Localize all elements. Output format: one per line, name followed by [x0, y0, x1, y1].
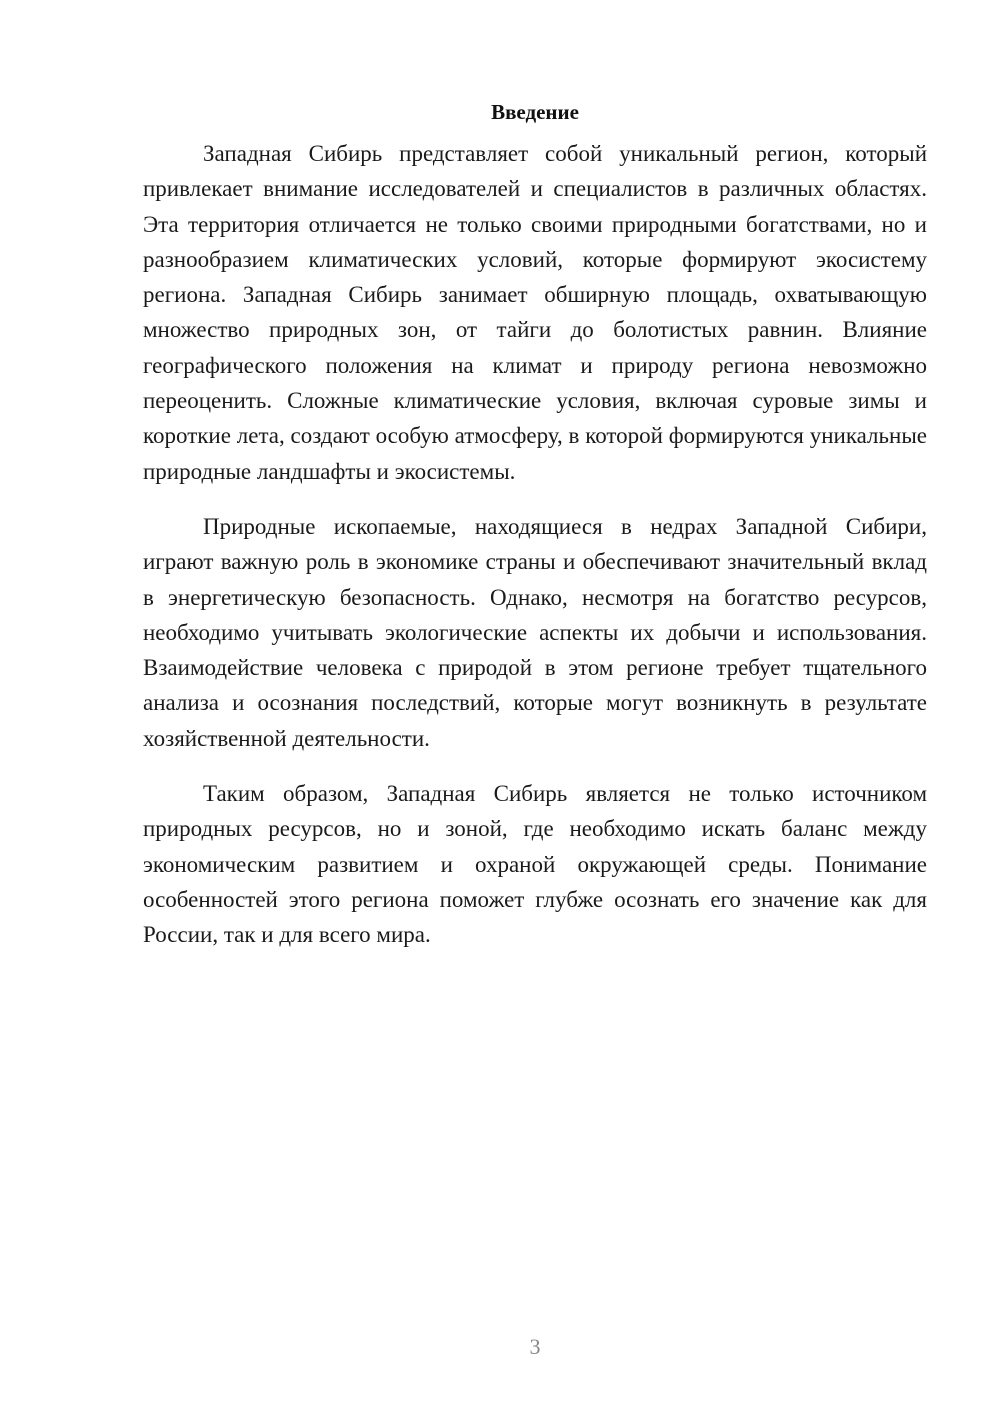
paragraph-3: Таким образом, Западная Сибирь является не только источником природных ресурсов, но и зоной, где необходимо искать баланс между экономическим развитием и охраной окружающей среды. Понимание особенностей этого региона поможет глубже осознать его значение как для России, так и для всего мира.: [143, 781, 927, 948]
paragraph-1: Западная Сибирь представляет собой уникальный регион, который привлекает внимание исследователей и специалистов в различных областях. Эта территория отличается не только своими природными богатствами, но и разнообразием климатических условий, которые формируют экосистему региона. Западная Сибирь занимает обширную площадь, охватывающую множество природных зон, от тайги до болотистых равнин. Влияние географического положения на климат и природу региона невозможно переоценить. Сложные климатические условия, включая суровые зимы и короткие лета, создают особую атмосферу, в которой формируются уникальные природные ландшафты и экосистемы.: [143, 141, 927, 484]
page-content: [143, 96, 927, 953]
paragraph-2: Природные ископаемые, находящиеся в недрах Западной Сибири, играют важную роль в экономике страны и обеспечивают значительный вклад в энергетическую безопасность. Однако, несмотря на богатство ресурсов, необходимо учитывать экологические аспекты их добычи и использования. Взаимодействие человека с природой в этом регионе требует тщательного анализа и осознания последствий, которые могут возникнуть в результате хозяйственной деятельности.: [143, 513, 927, 751]
page-number: 3: [529, 1334, 541, 1359]
section-heading: Введение: [491, 100, 579, 124]
